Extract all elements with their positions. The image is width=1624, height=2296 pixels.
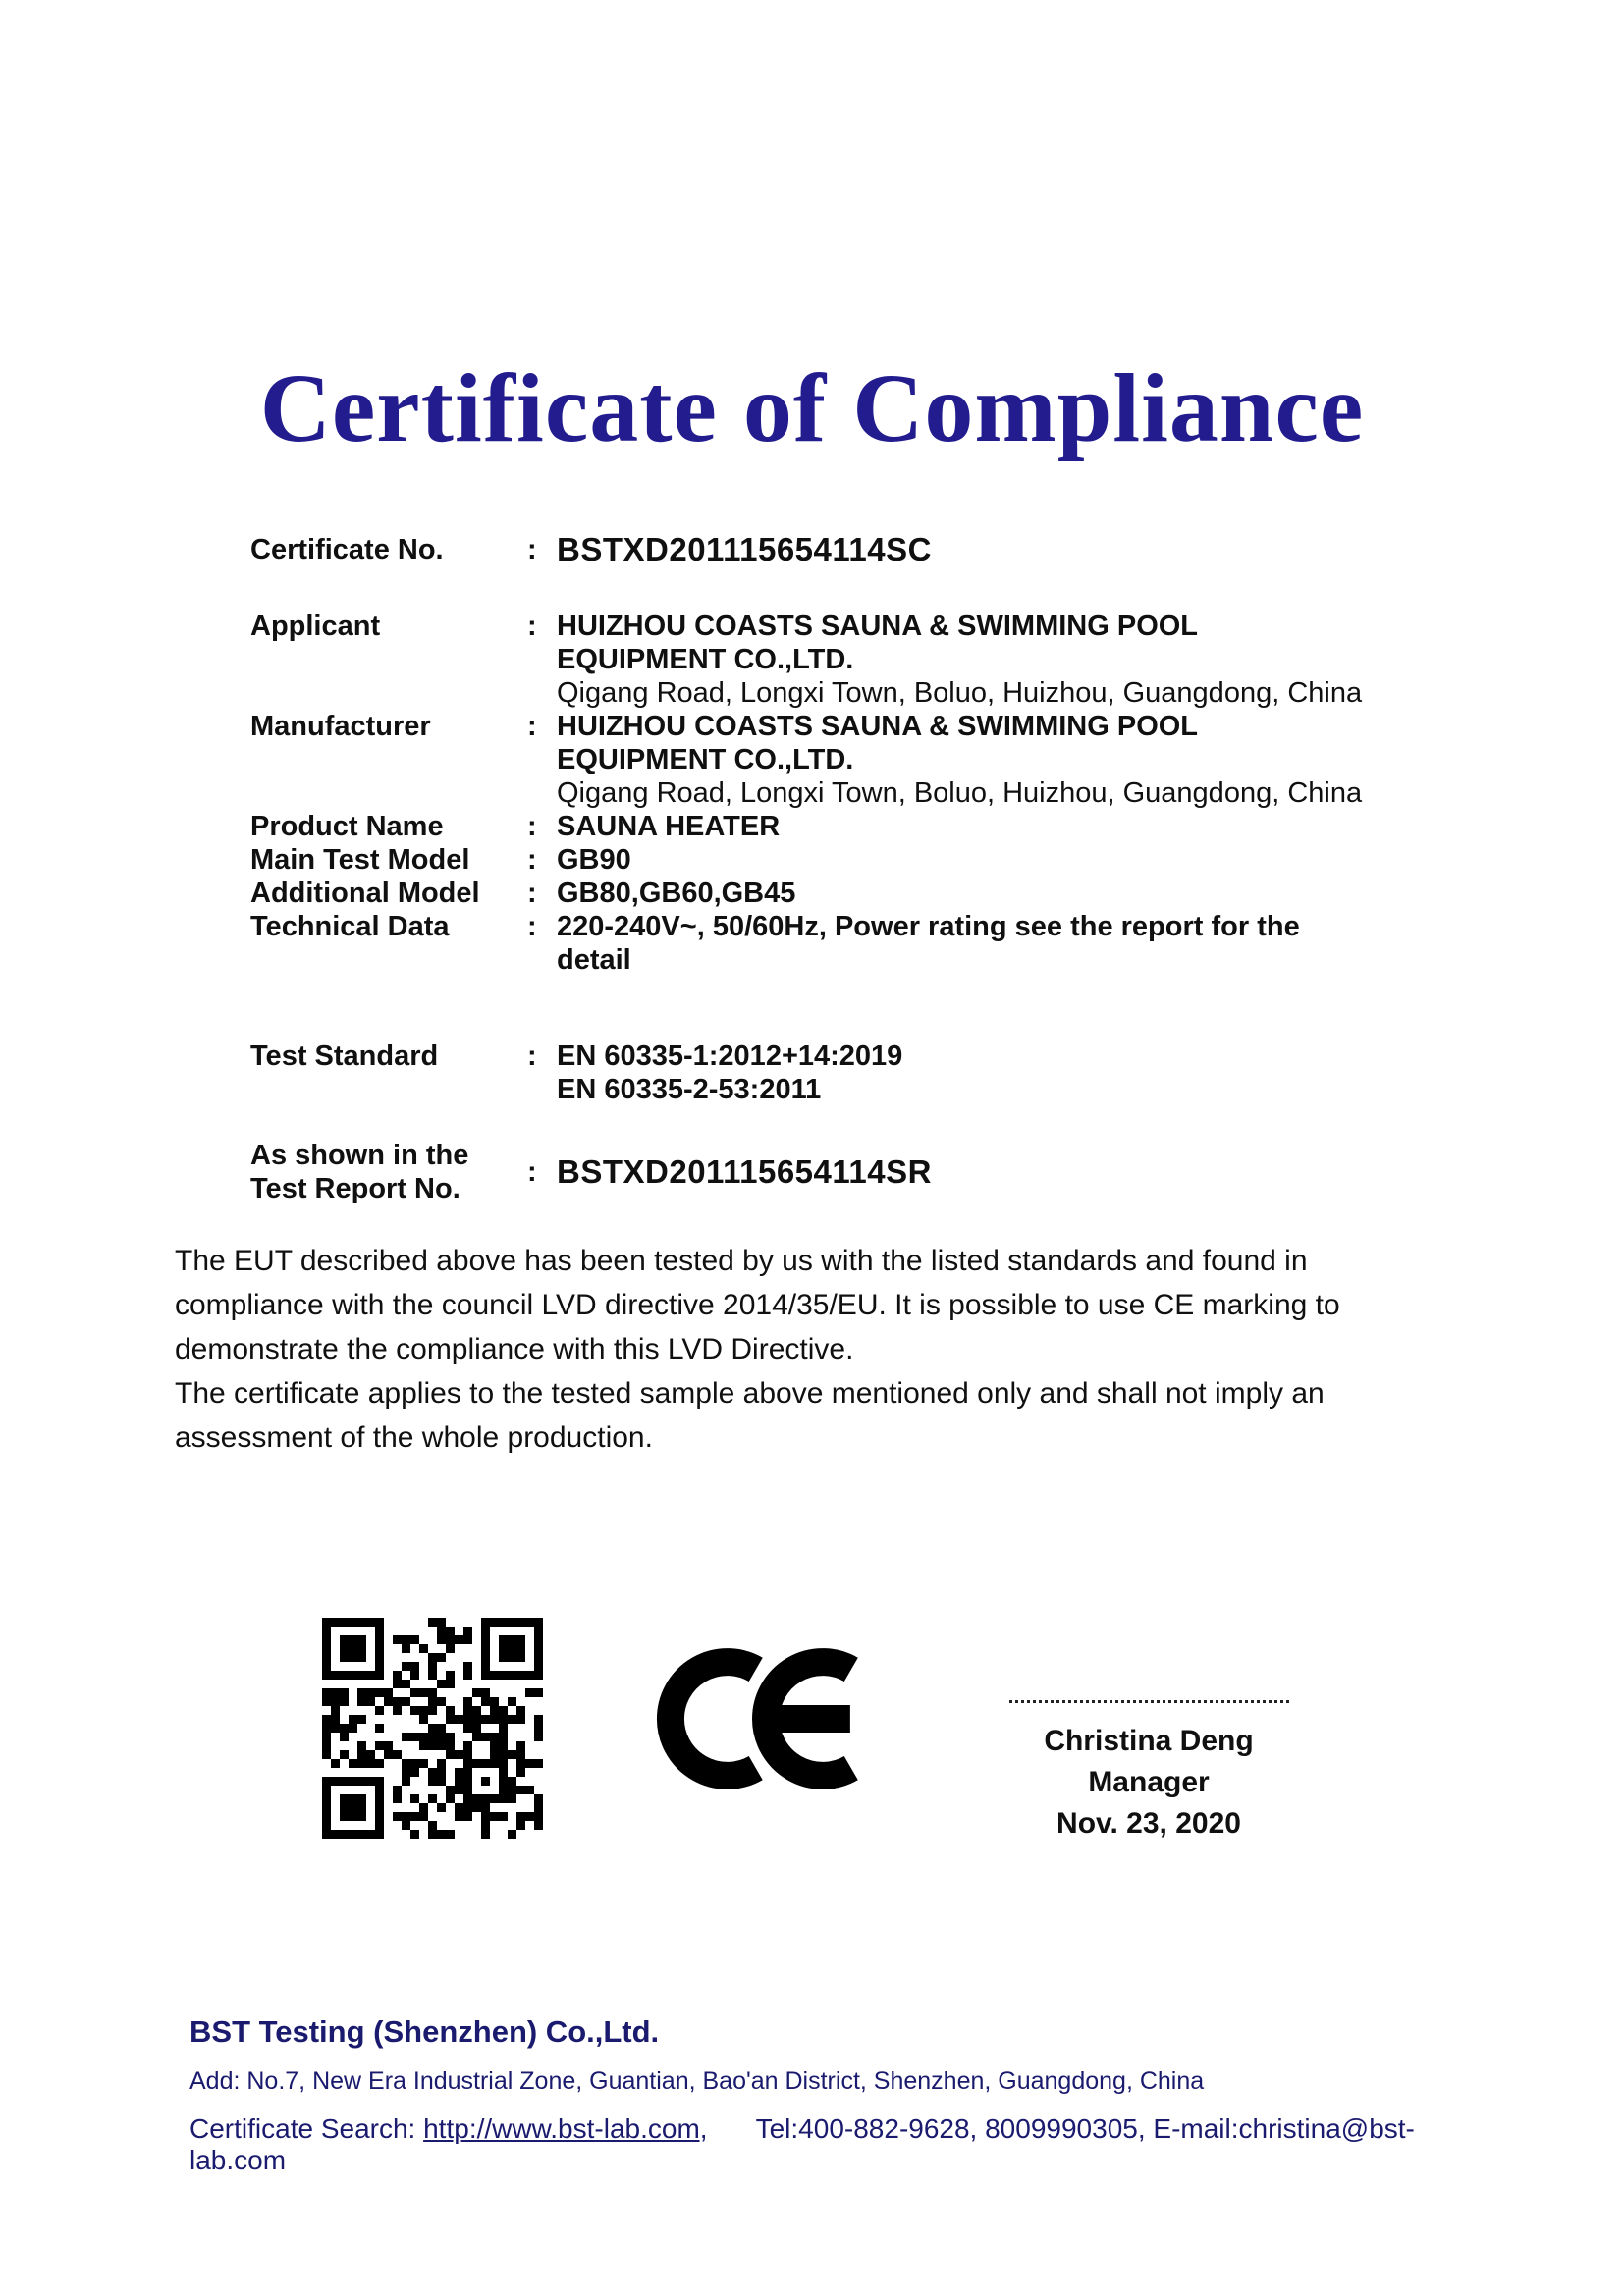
field-value-line: EQUIPMENT CO.,LTD. xyxy=(557,644,854,675)
field-label xyxy=(250,1040,527,1073)
contact-info: Tel:400-882-9628, 8009990305, E-mail:christina@bst-lab.com xyxy=(189,2113,1415,2175)
field-value-line: BSTXD201115654114SC xyxy=(557,531,932,567)
field-row xyxy=(250,1139,1419,1205)
field-value-line: 220-240V~, 50/60Hz, Power rating see the report for the xyxy=(557,911,1300,942)
field-value xyxy=(557,1155,1419,1189)
body-paragraph-1: The EUT described above has been tested by us with the listed standards and found in compliance with the council LVD directive 2014/35/EU. It is possible to use CE marking to demonstrate the compliance with this LVD Directive. xyxy=(175,1245,1340,1365)
field-value-line: HUIZHOU COASTS SAUNA & SWIMMING POOL xyxy=(557,611,1199,642)
field-label xyxy=(250,810,527,843)
field-value-line: EQUIPMENT CO.,LTD. xyxy=(557,744,854,775)
field-value-line: HUIZHOU COASTS SAUNA & SWIMMING POOL xyxy=(557,711,1199,742)
field-row xyxy=(250,533,1419,566)
field-label-line: Additional Model xyxy=(250,878,480,909)
field-value xyxy=(557,610,1419,710)
field-label-line: Test Report No. xyxy=(250,1173,460,1204)
field-value-line: EN 60335-1:2012+14:2019 xyxy=(557,1041,903,1072)
field-label-line: Certificate No. xyxy=(250,534,444,565)
field-label-line: Manufacturer xyxy=(250,711,431,742)
field-label xyxy=(250,1139,527,1205)
field-row xyxy=(250,910,1419,977)
footer xyxy=(189,2014,1466,2176)
dotted-signature-line xyxy=(1009,1700,1289,1703)
field-row xyxy=(250,877,1419,910)
field-label xyxy=(250,610,527,643)
body-paragraph-2: The certificate applies to the tested sample above mentioned only and shall not imply an assessment of the whole production. xyxy=(175,1377,1325,1454)
company-name: BST Testing (Shenzhen) Co.,Ltd. xyxy=(189,2014,660,2049)
field-label-line: Technical Data xyxy=(250,911,450,942)
field-colon: : xyxy=(527,811,537,842)
field-label xyxy=(250,910,527,943)
ce-mark-icon xyxy=(656,1645,876,1792)
body-text xyxy=(175,1239,1436,1460)
field-value-line: GB80,GB60,GB45 xyxy=(557,878,796,909)
certificate-search-label: Certificate Search: xyxy=(189,2113,416,2144)
field-colon: : xyxy=(527,1041,537,1072)
field-value-line: BSTXD201115654114SR xyxy=(557,1153,932,1190)
field-row xyxy=(250,810,1419,843)
field-colon: : xyxy=(527,534,537,565)
page-title: Certificate of Compliance xyxy=(259,353,1365,462)
field-row xyxy=(250,710,1419,810)
field-label xyxy=(250,710,527,743)
field-label-line: Test Standard xyxy=(250,1041,439,1072)
field-value xyxy=(557,910,1419,977)
field-value xyxy=(557,877,1419,910)
field-value xyxy=(557,810,1419,843)
field-row xyxy=(250,610,1419,710)
sign-date: Nov. 23, 2020 xyxy=(1056,1807,1241,1840)
signer-name: Christina Deng xyxy=(1044,1725,1254,1757)
certificate-search-link[interactable]: http://www.bst-lab.com, xyxy=(423,2113,708,2144)
field-label-line: As shown in the xyxy=(250,1140,469,1171)
field-value-line: SAUNA HEATER xyxy=(557,811,781,842)
field-row xyxy=(250,843,1419,877)
field-row xyxy=(250,1040,1419,1106)
field-value-line: Qigang Road, Longxi Town, Boluo, Huizhou, Guangdong, China xyxy=(557,677,1363,709)
field-colon: : xyxy=(527,844,537,876)
qr-code xyxy=(322,1618,543,1839)
field-value-line: Qigang Road, Longxi Town, Boluo, Huizhou, Guangdong, China xyxy=(557,777,1363,809)
field-label-line: Applicant xyxy=(250,611,381,642)
field-value xyxy=(557,710,1419,810)
field-value-line: EN 60335-2-53:2011 xyxy=(557,1074,822,1105)
field-label-line: Main Test Model xyxy=(250,844,470,876)
field-value-line: GB90 xyxy=(557,844,631,876)
field-value-line: detail xyxy=(557,944,631,976)
fields-section xyxy=(250,533,1419,1205)
signer-role: Manager xyxy=(1088,1766,1210,1798)
field-value xyxy=(557,533,1419,566)
certificate-search-line xyxy=(189,2113,1466,2176)
field-colon: : xyxy=(527,878,537,909)
field-label xyxy=(250,843,527,877)
field-colon: : xyxy=(527,711,537,742)
field-colon: : xyxy=(527,1156,537,1188)
field-colon: : xyxy=(527,911,537,942)
field-label xyxy=(250,533,527,566)
field-value xyxy=(557,1040,1419,1106)
field-value xyxy=(557,843,1419,877)
field-label xyxy=(250,877,527,910)
company-address: Add: No.7, New Era Industrial Zone, Guantian, Bao'an District, Shenzhen, Guangdong, China xyxy=(189,2067,1205,2095)
signature-block xyxy=(992,1700,1306,1844)
field-colon: : xyxy=(527,611,537,642)
field-label-line: Product Name xyxy=(250,811,444,842)
